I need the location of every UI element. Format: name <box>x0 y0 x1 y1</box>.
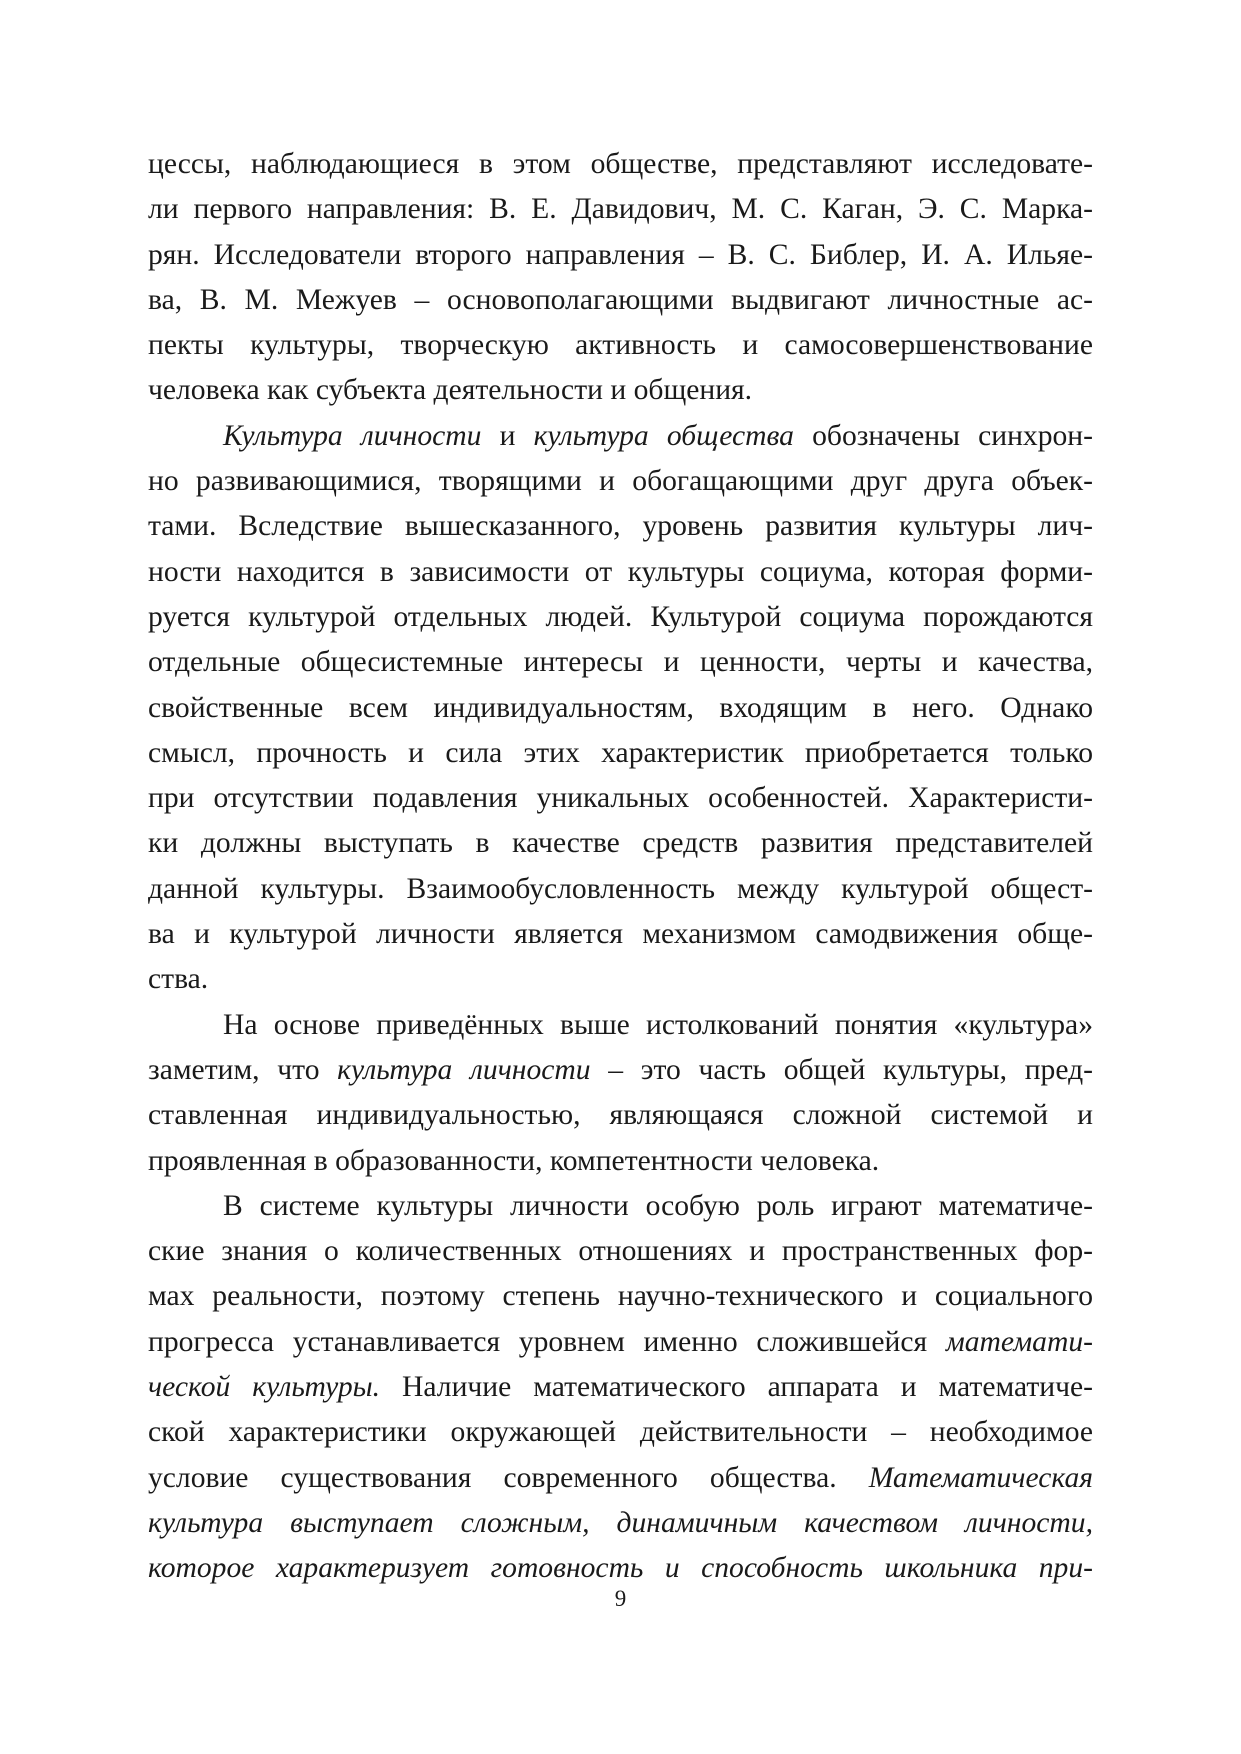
text-line <box>148 414 1093 459</box>
italic-text: культура выступает сложным, динамичным качеством личности, <box>148 1506 1093 1539</box>
text-run: прогресса устанавливается уровнем именно сложившейся <box>148 1325 946 1358</box>
text-line <box>148 504 1093 549</box>
text-line <box>148 142 1093 187</box>
text-line <box>148 1320 1093 1365</box>
text-line <box>148 1365 1093 1410</box>
text-run: но развивающимися, творящими и обогащающими друг друга объек- <box>148 465 1093 498</box>
text-line <box>148 821 1093 866</box>
text-line <box>148 187 1093 232</box>
text-run: На основе приведённых выше истолкований понятия «культура» <box>223 1008 1093 1041</box>
text-line <box>148 1501 1093 1546</box>
text-run: данной культуры. Взаимообусловленность между культурой общест- <box>148 872 1093 905</box>
text-run: отдельные общесистемные интересы и ценности, черты и качества, <box>148 646 1093 679</box>
text-line <box>148 640 1093 685</box>
text-run: человека как субъекта деятельности и общения. <box>148 374 753 407</box>
text-run: при отсутствии подавления уникальных особенностей. Характеристи- <box>148 782 1093 815</box>
paragraph <box>148 1184 1093 1592</box>
paragraph <box>148 414 1093 1003</box>
text-line <box>148 1003 1093 1048</box>
text-line <box>148 550 1093 595</box>
text-line <box>148 867 1093 912</box>
text-run: тами. Вследствие вышесказанного, уровень развития культуры лич- <box>148 510 1093 543</box>
text-run: и <box>481 419 534 452</box>
text-run: ва, В. М. Межуев – основополагающими выдвигают личностные ас- <box>148 283 1093 316</box>
text-run: свойственные всем индивидуальностям, входящим в него. Однако <box>148 691 1093 724</box>
italic-text: математи- <box>945 1325 1093 1358</box>
text-run: ставленная индивидуальностью, являющаяся сложной системой и <box>148 1099 1093 1132</box>
text-line <box>148 278 1093 323</box>
text-run: ки должны выступать в качестве средств развития представителей <box>148 827 1093 860</box>
text-run: рян. Исследователи второго направления – В. С. Библер, И. А. Ильяе- <box>148 238 1093 271</box>
text-run: ские знания о количественных отношениях и пространственных фор- <box>148 1235 1093 1268</box>
text-run: Наличие математического аппарата и математиче- <box>380 1371 1093 1404</box>
page-body <box>148 142 1093 1592</box>
text-line <box>148 459 1093 504</box>
text-line <box>148 1456 1093 1501</box>
text-run: цессы, наблюдающиеся в этом обществе, представляют исследовате- <box>148 148 1093 180</box>
text-line <box>148 957 1093 1002</box>
text-line <box>148 1229 1093 1274</box>
italic-text: культура общества <box>533 419 794 452</box>
text-line <box>148 1139 1093 1184</box>
text-line <box>148 323 1093 368</box>
text-run: проявленная в образованности, компетентности человека. <box>148 1144 880 1177</box>
text-run: заметим, что <box>148 1053 338 1086</box>
text-run: пекты культуры, творческую активность и самосовершенствование <box>148 329 1093 362</box>
text-line <box>148 1410 1093 1455</box>
text-run: ва и культурой личности является механизмом самодвижения обще- <box>148 918 1093 951</box>
page-number: 9 <box>614 1586 627 1611</box>
text-run: ства. <box>148 963 209 996</box>
italic-text: Культура личности <box>223 419 482 452</box>
text-line <box>148 776 1093 821</box>
text-run: – это часть общей культуры, пред- <box>590 1053 1093 1086</box>
text-run: ской характеристики окружающей действительности – необходимое <box>148 1416 1093 1449</box>
text-run: руется культурой отдельных людей. Культурой социума порождаются <box>148 600 1093 633</box>
text-line <box>148 686 1093 731</box>
text-run: ности находится в зависимости от культуры социума, которая форми- <box>148 555 1093 588</box>
text-run: обозначены синхрон- <box>793 419 1093 452</box>
text-line <box>148 368 1093 413</box>
text-line <box>148 1274 1093 1319</box>
text-run: ли первого направления: В. Е. Давидович, М. С. Каган, Э. С. Марка- <box>148 193 1093 226</box>
text-line <box>148 731 1093 776</box>
italic-text: культура личности <box>337 1053 591 1086</box>
text-line <box>148 233 1093 278</box>
paragraph <box>148 1003 1093 1184</box>
text-line <box>148 1093 1093 1138</box>
italic-text: которое характеризует готовность и способность школьника при- <box>148 1552 1093 1585</box>
text-run: В системе культуры личности особую роль играют математиче- <box>223 1189 1093 1222</box>
text-line <box>148 595 1093 640</box>
text-run: смысл, прочность и сила этих характеристик приобретается только <box>148 736 1093 769</box>
italic-text: ческой культуры. <box>148 1371 381 1404</box>
paragraph <box>148 142 1093 414</box>
text-run: мах реальности, поэтому степень научно-технического и социального <box>148 1280 1093 1313</box>
text-line <box>148 1048 1093 1093</box>
text-run: условие существования современного общества. <box>148 1461 869 1494</box>
text-line <box>148 1184 1093 1229</box>
text-line <box>148 912 1093 957</box>
italic-text: Математическая <box>868 1461 1093 1494</box>
